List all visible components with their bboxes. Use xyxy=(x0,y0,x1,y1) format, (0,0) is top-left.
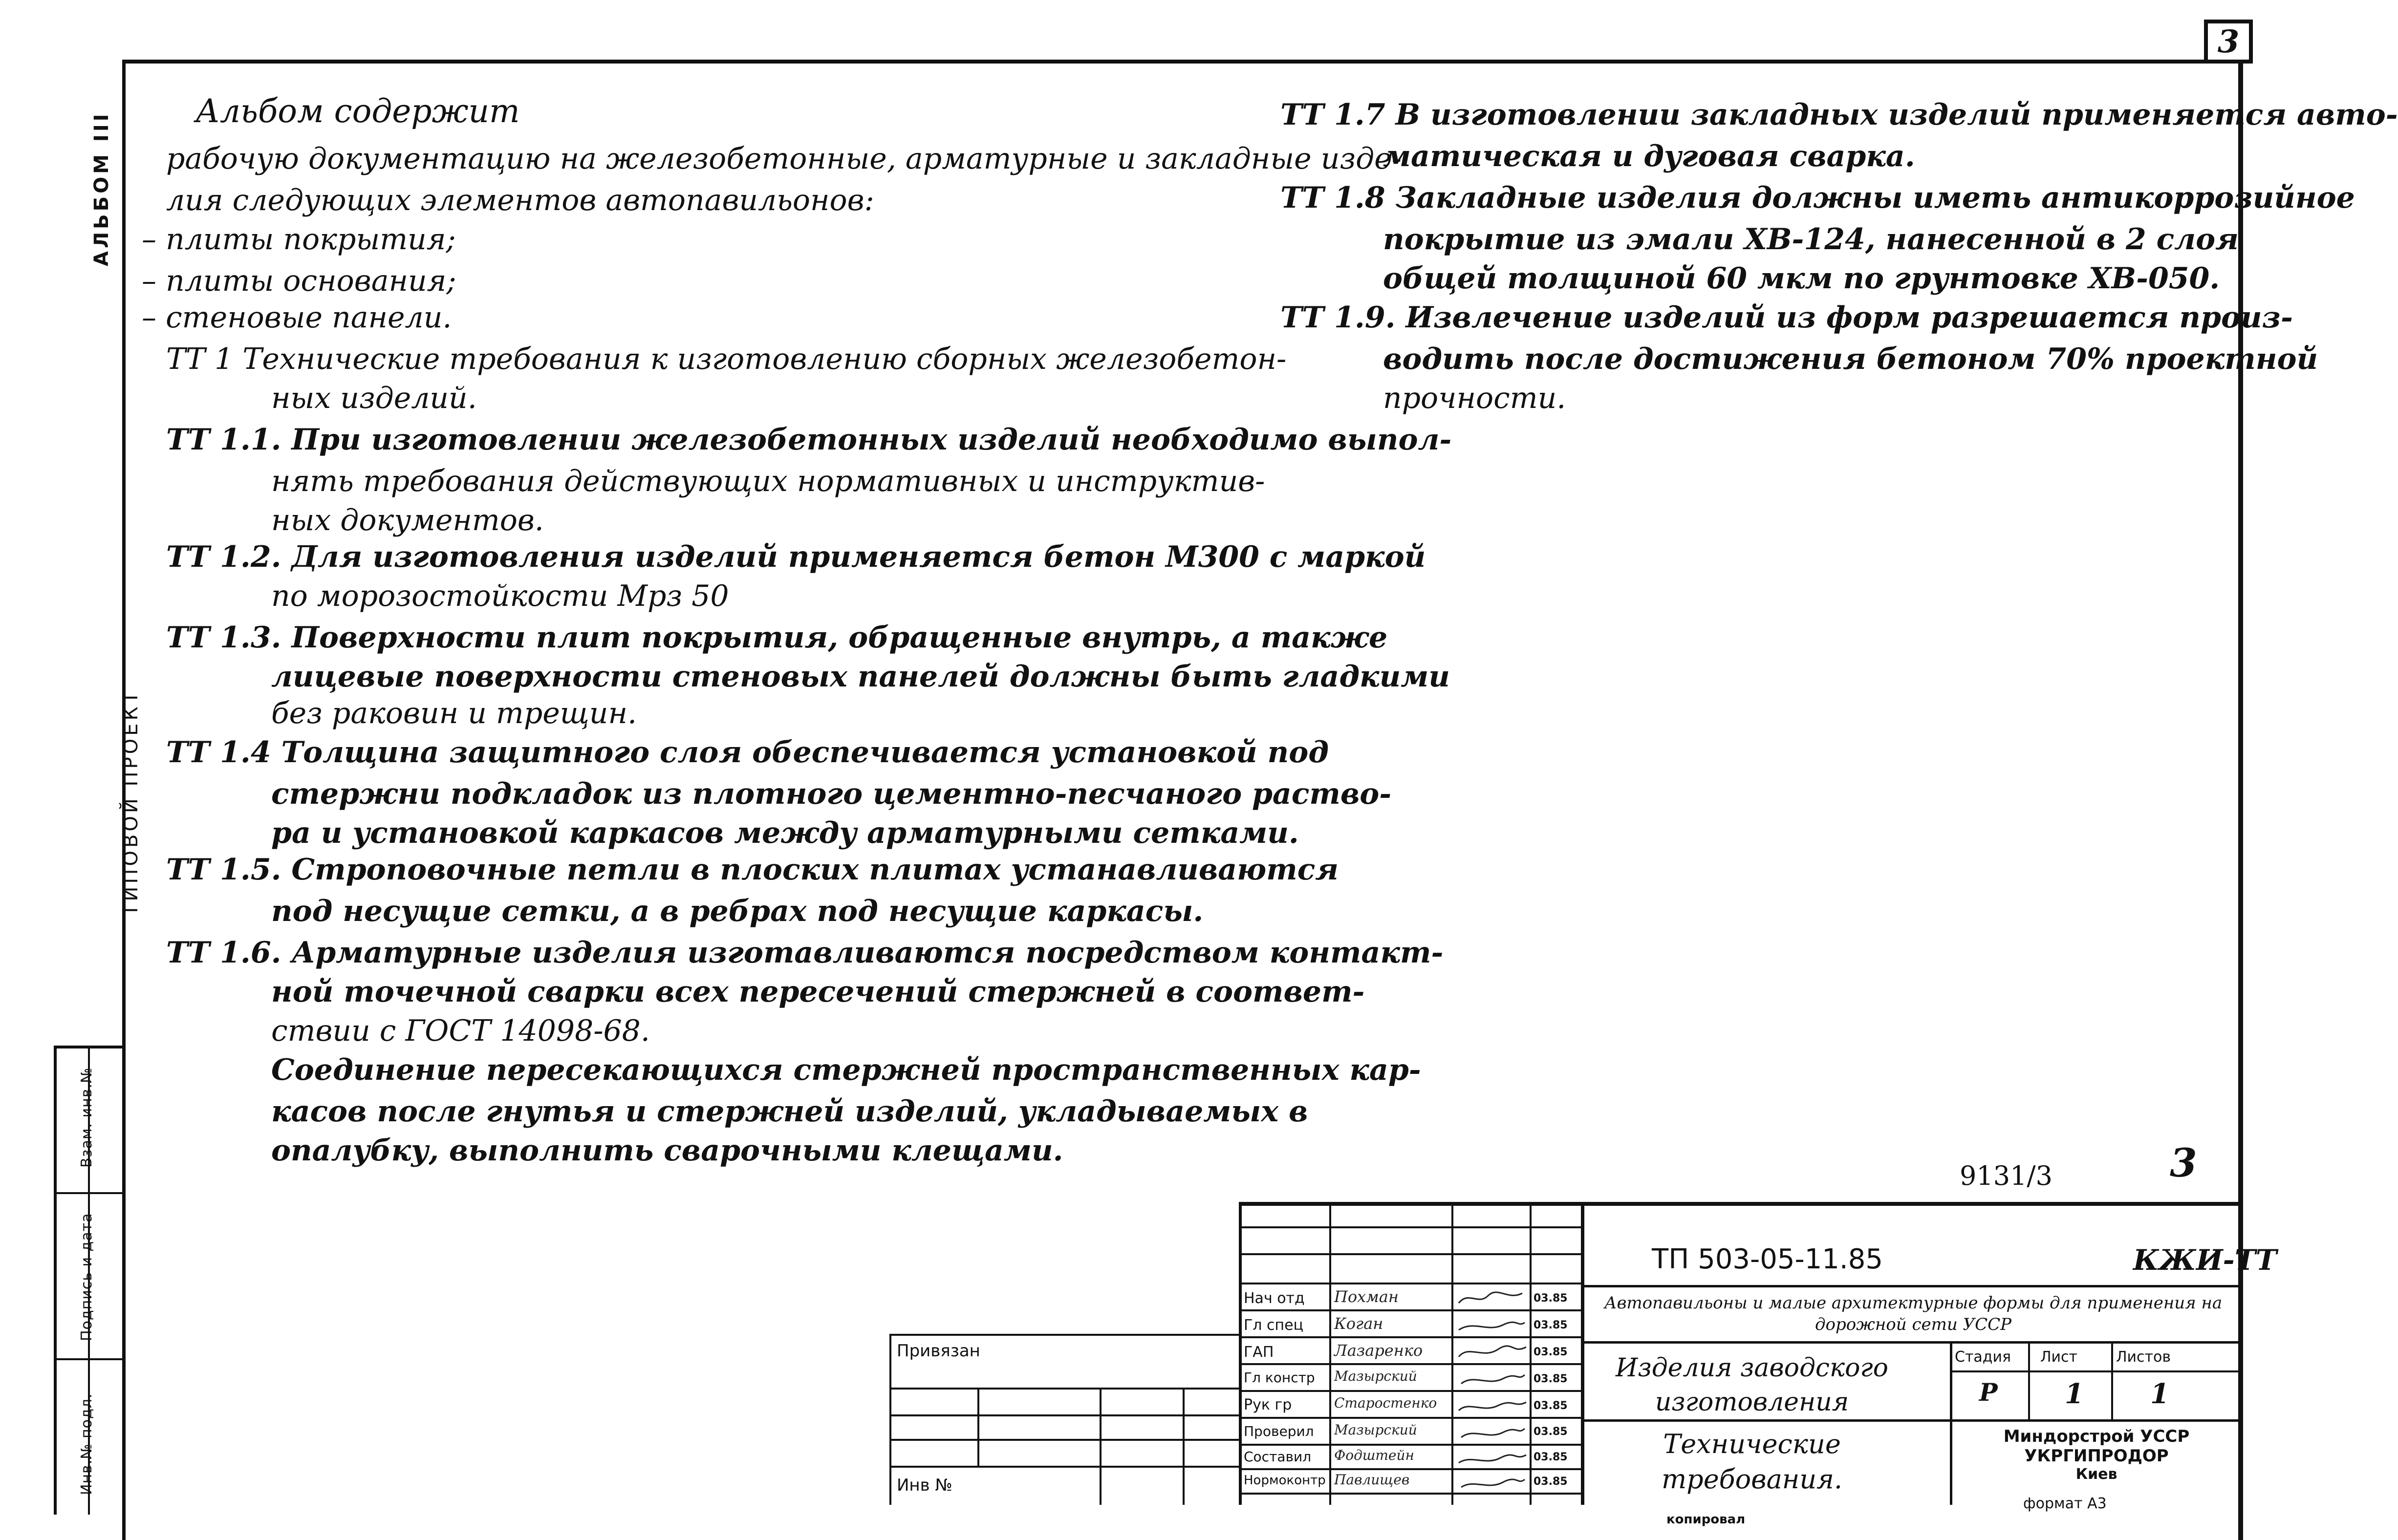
album-roman: III xyxy=(90,111,113,142)
margin-box-div1 xyxy=(54,1192,122,1194)
sig-role: Рук гр xyxy=(1244,1396,1292,1413)
tt14-line-1: ТТ 1.4 Толщина защитного слоя обеспечивается установкой под xyxy=(166,735,1329,770)
sig-name: Лазаренко xyxy=(1334,1341,1423,1360)
priv-col2 xyxy=(1100,1388,1102,1505)
album-text: АЛЬБОМ xyxy=(90,151,113,266)
tt18-line-1: ТТ 1.8 Закладные изделия должны иметь антикоррозийное xyxy=(1280,181,2355,215)
sig-name: Коган xyxy=(1334,1314,1383,1333)
organization-line: Киев xyxy=(2075,1466,2117,1483)
priv-col1 xyxy=(977,1388,979,1466)
sig-name: Мазырский xyxy=(1334,1422,1417,1438)
tt16-line-2: ной точечной сварки всех пересечений стержней в соответ- xyxy=(271,975,1365,1009)
tt16-line-4: Соединение пересекающихся стержней пространственных кар- xyxy=(271,1053,1421,1087)
tb-code-bottom xyxy=(1584,1285,2243,1287)
tb-part-bottom xyxy=(1584,1419,2243,1422)
project-type-label: ТИПОВОЙ ПРОЕКТ xyxy=(120,688,142,916)
priv-row3 xyxy=(889,1439,1239,1441)
margin-cell-podpis: Подпись и дата xyxy=(78,1213,95,1341)
sheet-value: 1 xyxy=(2065,1378,2084,1410)
tt14-line-3: ра и установкой каркасов между арматурными сетками. xyxy=(271,816,1299,850)
tt1-line-2: ных изделий. xyxy=(271,381,477,415)
intro-line-2: лия следующих элементов автопавильонов: xyxy=(166,183,874,217)
margin-box-left xyxy=(54,1046,57,1515)
priv-top xyxy=(889,1334,1239,1336)
inv-label: Инв № xyxy=(897,1476,952,1495)
tb-stage-col xyxy=(2028,1341,2030,1419)
album-label xyxy=(90,111,115,266)
archive-number: 9131/3 xyxy=(1960,1160,2052,1191)
sig-date: 03.85 xyxy=(1534,1346,1568,1358)
tt11-line-2: нять требования действующих нормативных и инструктив- xyxy=(271,464,1265,498)
tt19-line-2: водить после достижения бетоном 70% проектной xyxy=(1383,342,2318,376)
tt15-line-2: под несущие сетки, а в ребрах под несущие каркасы. xyxy=(271,894,1204,928)
tt16-line-1: ТТ 1.6. Арматурные изделия изготавливаются посредством контакт- xyxy=(166,936,1444,970)
tt16-line-5: касов после гнутья и стержней изделий, укладываемых в xyxy=(271,1094,1308,1129)
list-item-3: – стеновые панели. xyxy=(142,300,452,335)
tb-proj-bottom xyxy=(1584,1341,2243,1344)
tt11-line-3: ных документов. xyxy=(271,503,544,537)
sig-role: Гл спец xyxy=(1244,1317,1303,1334)
organization-line: УКРГИПРОДОР xyxy=(2024,1446,2169,1466)
tt15-line-1: ТТ 1.5. Строповочные петли в плоских плитах устанавливаются xyxy=(166,853,1339,887)
copied-by-label: копировал xyxy=(1666,1512,1746,1527)
tb-col-date xyxy=(1530,1202,1532,1505)
sig-date: 03.85 xyxy=(1534,1373,1568,1385)
project-code: ТП 503-05-11.85 xyxy=(1652,1243,1883,1275)
priv-row4 xyxy=(889,1466,1239,1468)
corner-sheet-number: 3 xyxy=(2204,20,2253,64)
sig-role: Нач отд xyxy=(1244,1290,1305,1307)
tt13-line-3: без раковин и трещин. xyxy=(271,696,637,730)
tb-top xyxy=(1239,1202,2243,1206)
tt18-line-3: общей толщиной 60 мкм по грунтовке ХВ-050. xyxy=(1383,261,2220,296)
tt16-line-3: ствии с ГОСТ 14098-68. xyxy=(271,1014,650,1048)
organization-block xyxy=(1952,1427,2241,1483)
part-title: Изделия заводского изготовления xyxy=(1616,1353,1888,1417)
tt16-line-6: опалубку, выполнить сварочными клещами. xyxy=(271,1134,1063,1168)
page-number: 3 xyxy=(2170,1140,2197,1186)
sig-role: Гл констр xyxy=(1244,1369,1315,1386)
sig-date: 03.85 xyxy=(1534,1426,1568,1438)
tt19-line-1: ТТ 1.9. Извлечение изделий из форм разрешается произ- xyxy=(1280,300,2293,335)
tb-stage-header-line xyxy=(1950,1370,2243,1372)
tb-left xyxy=(1239,1202,1242,1505)
sheets-header: Листов xyxy=(2116,1348,2171,1366)
sig-name: Похман xyxy=(1334,1287,1399,1306)
stage-header: Стадия xyxy=(1955,1348,2011,1366)
stage-value: Р xyxy=(1979,1378,1998,1407)
tb-col-name xyxy=(1329,1202,1331,1505)
sig-name: Фодштейн xyxy=(1334,1447,1414,1463)
list-item-2: – плиты основания; xyxy=(142,264,456,298)
sig-role: Составил xyxy=(1244,1449,1312,1465)
tt17-line-1: ТТ 1.7 В изготовлении закладных изделий применяется авто- xyxy=(1280,98,2398,132)
format-label: формат А3 xyxy=(2023,1495,2107,1512)
organization-line: Миндорстрой УССР xyxy=(2003,1427,2190,1446)
sig-name: Мазырский xyxy=(1334,1368,1417,1384)
sig-name: Павлищев xyxy=(1334,1472,1410,1488)
sheet-title: Технические требования. xyxy=(1661,1429,1843,1495)
sig-date: 03.85 xyxy=(1534,1400,1568,1412)
priv-row2 xyxy=(889,1414,1239,1416)
tt13-line-1: ТТ 1.3. Поверхности плит покрытия, обращенные внутрь, а также xyxy=(166,620,1388,655)
project-title: Автопавильоны и малые архитектурные формы для применения на дорожной сети УССР xyxy=(1604,1293,2223,1334)
tt17-line-2: матическая и дуговая сварка. xyxy=(1383,139,1915,173)
priv-col3 xyxy=(1183,1388,1185,1505)
tt12-line-2: по морозостойкости Мрз 50 xyxy=(271,579,729,613)
tb-col-sig xyxy=(1451,1202,1453,1505)
margin-cell-inv: Инв.№ подл. xyxy=(78,1393,95,1495)
intro-heading: Альбом содержит xyxy=(195,92,520,130)
sig-role: ГАП xyxy=(1244,1344,1274,1361)
sig-date: 03.85 xyxy=(1534,1292,1568,1305)
tt11-line-1: ТТ 1.1. При изготовлении железобетонных изделий необходимо выпол- xyxy=(166,423,1452,457)
tt19-line-3: прочности. xyxy=(1383,381,1566,415)
sheet-header: Лист xyxy=(2040,1348,2078,1366)
tt13-line-2: лицевые поверхности стеновых панелей должны быть гладкими xyxy=(271,660,1450,694)
priv-row1 xyxy=(889,1388,1239,1390)
tt14-line-2: стержни подкладок из плотного цементно-песчаного раство- xyxy=(271,777,1392,811)
tb-mid xyxy=(1581,1202,1584,1505)
tt1-line-1: ТТ 1 Технические требования к изготовлению сборных железобетон- xyxy=(166,342,1287,376)
tb-sheet-col xyxy=(2111,1341,2113,1419)
doc-mark: КЖИ-ТТ xyxy=(2133,1243,2277,1277)
margin-cell-vzam: Взам. инв.№ xyxy=(78,1067,95,1168)
margin-box-div2 xyxy=(54,1358,122,1360)
privyazan-label: Привязан xyxy=(897,1341,980,1361)
intro-line-1: рабочую документацию на железобетонные, арматурные и закладные изде- xyxy=(166,142,1402,176)
sig-date: 03.85 xyxy=(1534,1451,1568,1463)
signatures-drawing xyxy=(1454,1286,1530,1501)
sheets-value: 1 xyxy=(2150,1378,2169,1410)
sig-name: Старостенко xyxy=(1334,1395,1437,1411)
sig-role: Проверил xyxy=(1244,1423,1314,1439)
priv-left xyxy=(889,1334,891,1505)
sig-date: 03.85 xyxy=(1534,1476,1568,1488)
list-item-1: – плиты покрытия; xyxy=(142,222,456,257)
sig-role: Нормоконтр xyxy=(1244,1473,1326,1488)
tt18-line-2: покрытие из эмали ХВ-124, нанесенной в 2 слоя xyxy=(1383,222,2239,257)
sig-date: 03.85 xyxy=(1534,1319,1568,1331)
tt12-line-1: ТТ 1.2. Для изготовления изделий применяется бетон М300 с маркой xyxy=(166,540,1426,574)
